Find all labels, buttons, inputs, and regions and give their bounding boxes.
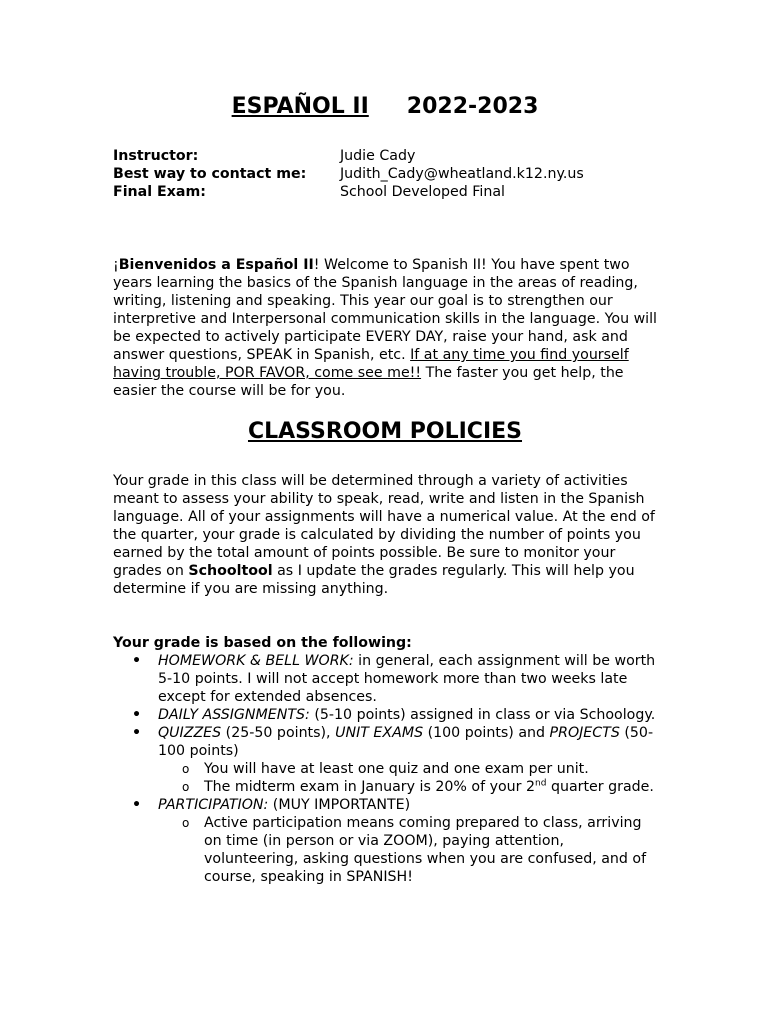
participation-detail: Active participation means coming prepared to class, arriving on time (in person or via ZOOM), paying attention, volunteering, asking questions when you are confused, and of course, speaking in SPANISH! (204, 815, 647, 885)
instructor-value: Judie Cady (340, 148, 416, 164)
bullet-marker: • (132, 653, 142, 669)
daily-label: DAILY ASSIGNMENTS: (158, 707, 310, 723)
grade-list (113, 652, 661, 886)
grade-paragraph (113, 472, 661, 598)
policies-heading: CLASSROOM POLICIES (247, 419, 523, 444)
final-exam-label: Final Exam: (113, 184, 206, 200)
info-row (113, 165, 584, 183)
homework-text: in general, each assignment will be worth 5-10 points. I will not accept homework more than two weeks late except for extended absences. (158, 653, 656, 705)
quizzes-text: (25-50 points), (221, 725, 336, 741)
participation-text: (MUY IMPORTANTE) (268, 797, 411, 813)
course-title: ESPAÑOL II (231, 94, 369, 119)
quizzes-label: QUIZZES (158, 725, 222, 741)
midterm-text-end: quarter grade. (546, 779, 654, 795)
info-row (113, 183, 584, 201)
welcome-underlined: If at any time you find yourself having trouble, POR FAVOR, come see me!! (113, 347, 629, 381)
sub-marker: o (182, 816, 190, 830)
midterm-text: The midterm exam in January is 20% of your 2 (204, 779, 536, 795)
bullet-marker: • (132, 725, 142, 741)
grade-text-part1: Your grade in this class will be determined through a variety of activities meant to assess your ability to speak, read, write and listen in the Spanish language. All of your assignments will have a numerical value. At the end of the quarter, your grade is calculated by dividing the number of points you earned by the total amount of points possible. Be sure to monitor your grades on (113, 473, 655, 579)
list-item (113, 652, 661, 706)
welcome-paragraph (113, 256, 661, 400)
sub-list-item (113, 760, 661, 778)
daily-text: (5-10 points) assigned in class or via Schoology. (309, 707, 656, 723)
homework-label: HOMEWORK & BELL WORK: (158, 653, 354, 669)
bullet-marker: • (132, 797, 142, 813)
projects-label: PROJECTS (549, 725, 620, 741)
sub-marker: o (182, 780, 190, 794)
instructor-info (113, 147, 584, 201)
contact-label: Best way to contact me: (113, 166, 307, 182)
welcome-bold: Bienvenidos a Español II (118, 257, 314, 273)
sub-list-item (113, 778, 661, 796)
projects-text: (50-100 points) (158, 725, 654, 759)
welcome-prefix: ¡ (113, 257, 119, 273)
welcome-text: ! Welcome to Spanish II! You have spent two years learning the basics of the Spanish language in the areas of reading, writing, listening and speaking. This year our goal is to strengthen our interpretive and Interpersonal communication skills in the language. You will be expected to actively participate EVERY DAY, raise your hand, ask and answer questions, SPEAK in Spanish, etc. (113, 257, 657, 363)
ordinal-suffix: nd (535, 778, 547, 789)
sub-marker: o (182, 762, 190, 776)
schooltool-bold: Schooltool (188, 563, 273, 579)
info-row (113, 147, 584, 165)
grade-text-part2: as I update the grades regularly. This will help you determine if you are missing anything. (113, 563, 635, 597)
sub-list-item (113, 814, 661, 886)
list-item (113, 706, 661, 724)
welcome-suffix: The faster you get help, the easier the course will be for you. (113, 365, 624, 399)
grade-based-heading: Your grade is based on the following: (113, 635, 412, 651)
list-item (113, 724, 661, 760)
list-item (113, 796, 661, 814)
page-title (0, 93, 770, 121)
sub-item-text: You will have at least one quiz and one exam per unit. (204, 761, 589, 777)
school-year: 2022-2023 (406, 94, 539, 119)
participation-label: PARTICIPATION: (158, 797, 269, 813)
exams-label: UNIT EXAMS (335, 725, 424, 741)
instructor-label: Instructor: (113, 148, 199, 164)
bullet-marker: • (132, 707, 142, 723)
exams-text: (100 points) and (423, 725, 550, 741)
final-exam-value: School Developed Final (340, 184, 505, 200)
contact-email: Judith_Cady@wheatland.k12.ny.us (340, 166, 584, 182)
